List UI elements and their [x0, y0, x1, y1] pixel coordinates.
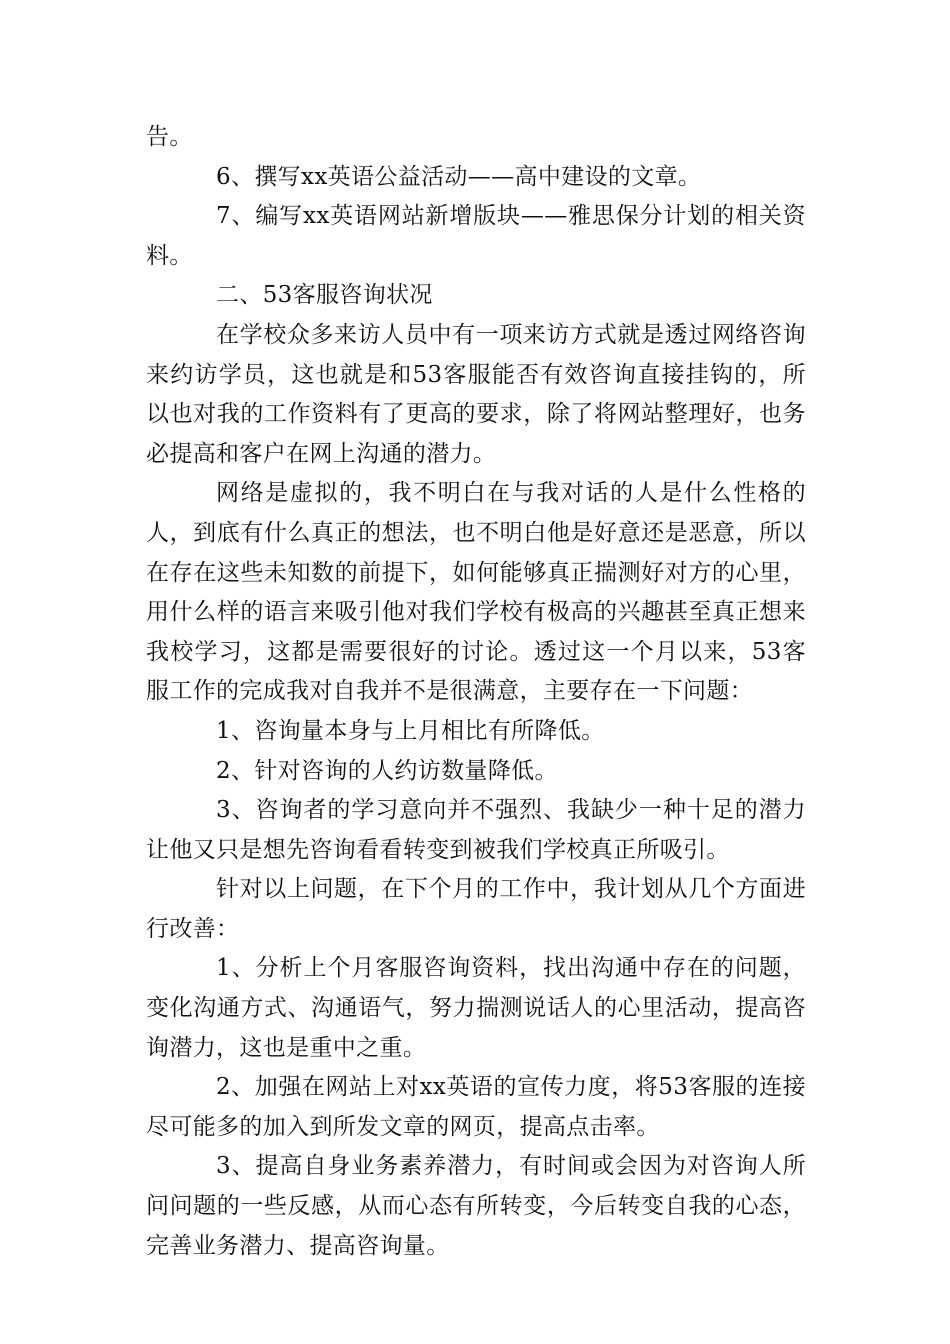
problem-item-3: 3、咨询者的学习意向并不强烈、我缺少一种十足的潜力让他又只是想先咨询看看转变到被我们学校真正所吸引。: [146, 797, 806, 863]
problem-item-2: 2、针对咨询的人约访数量降低。: [216, 757, 558, 784]
plan-item-2: 2、加强在网站上对xx英语的宣传力度，将53客服的连接尽可能多的加入到所发文章的网页，提高点击率。: [146, 1074, 806, 1140]
document-body: [146, 118, 806, 1266]
plan-item-3: 3、提高自身业务素养潜力，有时间或会因为对咨询人所问问题的一些反感，从而心态有所转变，今后转变自我的心态，完善业务潜力、提高咨询量。: [146, 1153, 806, 1259]
problem-item-1: 1、咨询量本身与上月相比有所降低。: [216, 717, 605, 744]
paragraph-item-7: 7、编写xx英语网站新增版块——雅思保分计划的相关资料。: [146, 203, 806, 269]
paragraph-plan-intro: 针对以上问题，在下个月的工作中，我计划从几个方面进行改善：: [146, 876, 806, 942]
paragraph-intro: 在学校众多来访人员中有一项来访方式就是透过网络咨询来约访学员，这也就是和53客服能否有效咨询直接挂钩的，所以也对我的工作资料有了更高的要求，除了将网站整理好，也务必提高和客户在网上沟通的潜力。: [146, 321, 806, 467]
section-heading: 二、53客服咨询状况: [216, 282, 433, 309]
plan-item-1: 1、分析上个月客服咨询资料，找出沟通中存在的问题，变化沟通方式、沟通语气，努力揣测说话人的心里活动，提高咨询潜力，这也是重中之重。: [146, 955, 806, 1061]
paragraph-continuation: 告。: [146, 124, 193, 150]
paragraph-item-6: 6、撰写xx英语公益活动——高中建设的文章。: [216, 163, 702, 190]
paragraph-network: 网络是虚拟的，我不明白在与我对话的人是什么性格的人，到底有什么真正的想法，也不明白他是好意还是恶意，所以在存在这些未知数的前提下，如何能够真正揣测好对方的心里，用什么样的语言来吸引他对我们学校有极高的兴趣甚至真正想来我校学习，这都是需要很好的讨论。透过这一个月以来，53客服工作的完成我对自我并不是很满意，主要存在一下问题：: [146, 480, 806, 705]
